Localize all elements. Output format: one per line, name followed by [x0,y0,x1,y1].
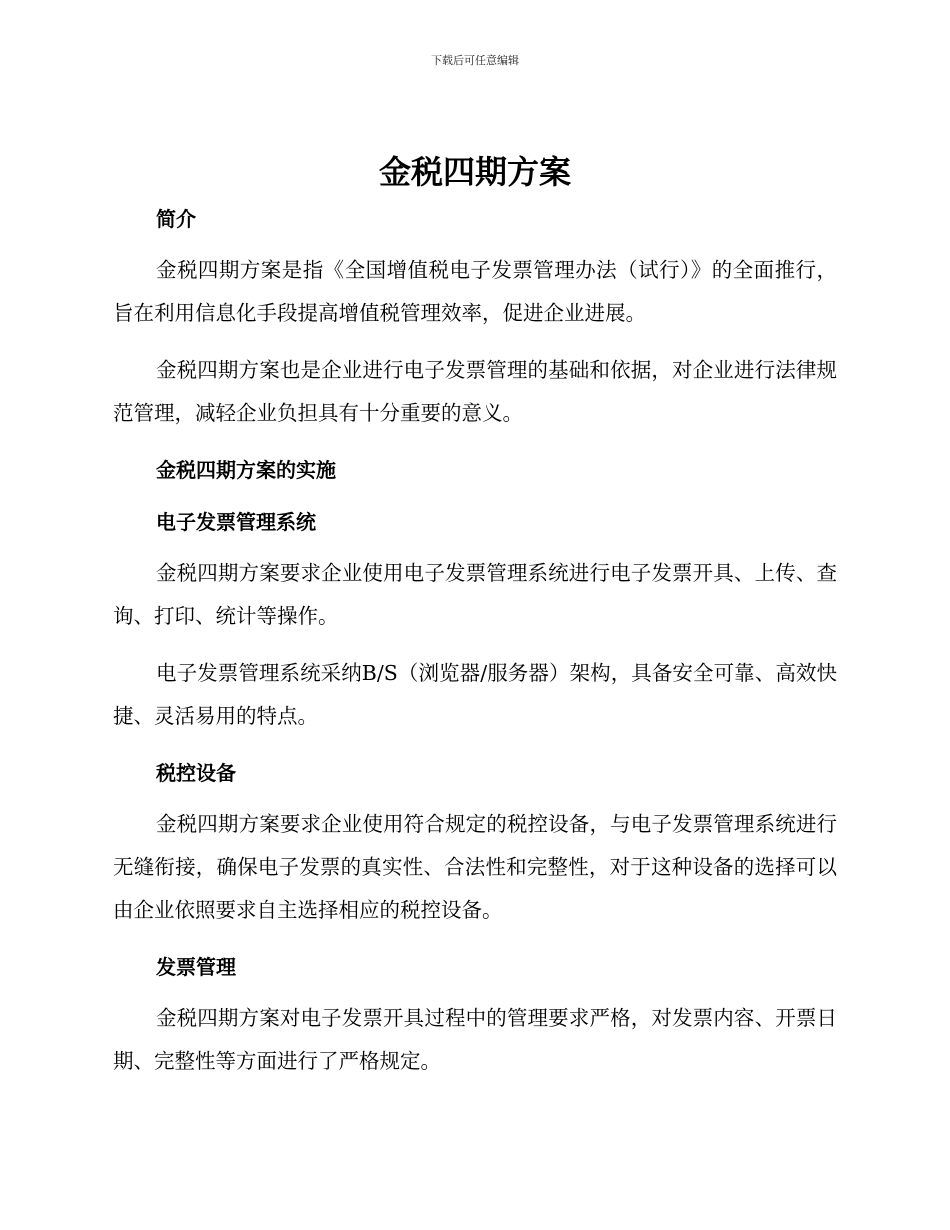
page-header-note: 下载后可任意编辑 [431,54,519,67]
section-heading-tax-device: 税控设备 [156,761,236,785]
document-title: 金税四期方案 [378,153,571,191]
section-heading-implementation: 金税四期方案的实施 [156,458,336,482]
paragraph-einvoice-1: 金税四期方案要求企业使用电子发票管理系统进行电子发票开具、上传、查询、打印、统计等操作。 [113,561,837,628]
paragraph-tax-device-1: 金税四期方案要求企业使用符合规定的税控设备，与电子发票管理系统进行无缝衔接，确保电子发票的真实性、合法性和完整性，对于这种设备的选择可以由企业依照要求自主选择相应的税控设备。 [113,812,837,922]
section-heading-einvoice-system: 电子发票管理系统 [156,510,316,534]
paragraph-intro-1: 金税四期方案是指《全国增值税电子发票管理办法（试行）》的全面推行，旨在利用信息化手段提高增值税管理效率，促进企业进展。 [113,258,837,325]
section-heading-invoice-management: 发票管理 [156,955,236,979]
paragraph-einvoice-2: 电子发票管理系统采纳B/S（浏览器/服务器）架构，具备安全可靠、高效快捷、灵活易用的特点。 [113,661,837,728]
paragraph-invoice-management-1: 金税四期方案对电子发票开具过程中的管理要求严格，对发票内容、开票日期、完整性等方面进行了严格规定。 [113,1006,837,1073]
section-heading-intro: 简介 [156,207,196,231]
document-body [113,203,837,1083]
paragraph-intro-2: 金税四期方案也是企业进行电子发票管理的基础和依据，对企业进行法律规范管理，减轻企业负担具有十分重要的意义。 [113,358,837,425]
